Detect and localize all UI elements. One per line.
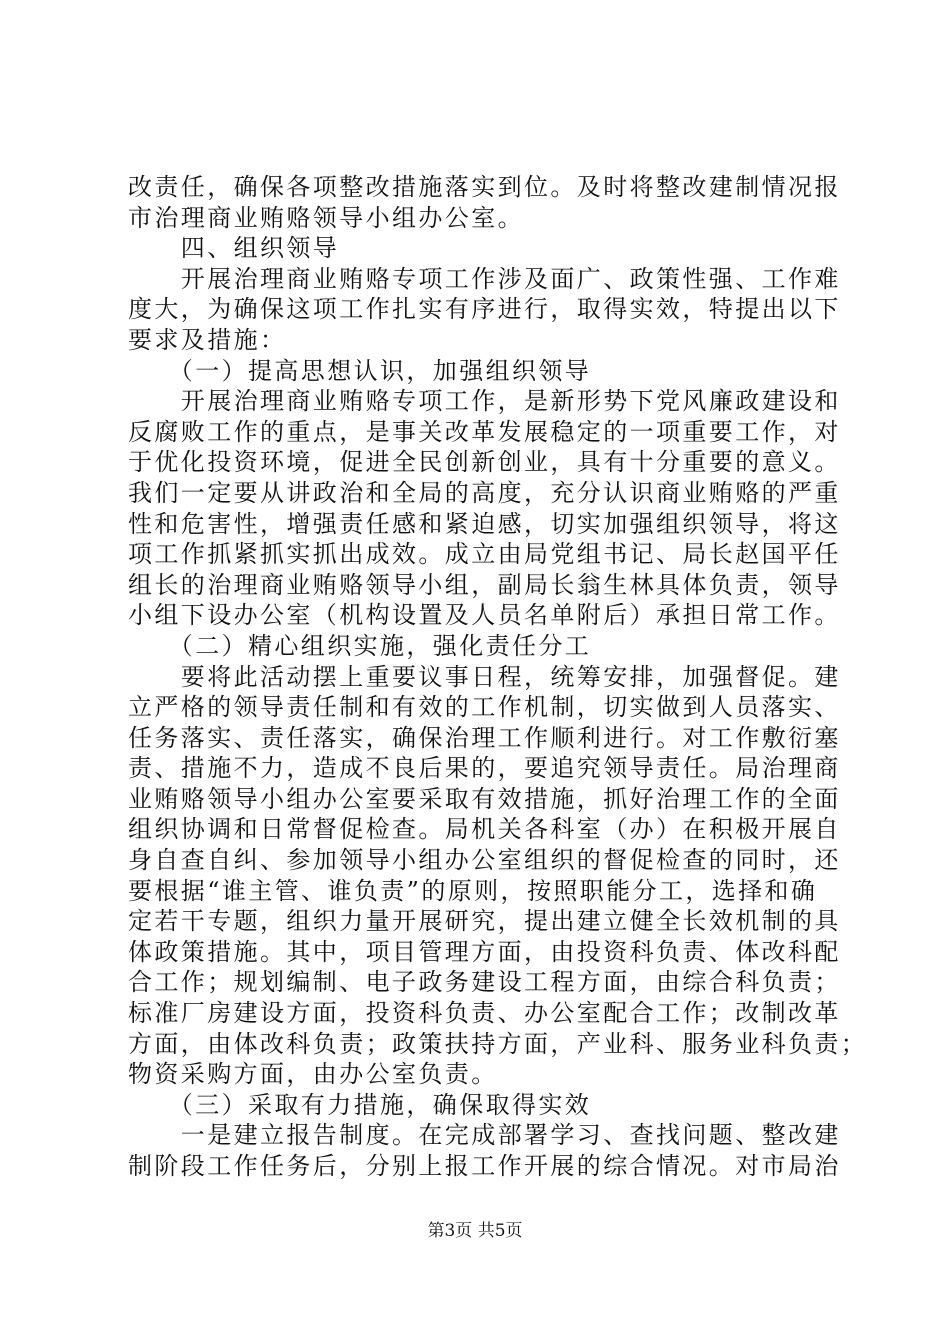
subsection-heading: （一）提高思想认识，加强组织领导 [128, 356, 592, 385]
text-line: 性和危害性，增强责任感和紧迫感，切实加强组织领导，将这 [128, 509, 841, 538]
text-line: 任务落实、责任落实，确保治理工作顺利进行。对工作敷衍塞 [128, 723, 841, 752]
text-line: 体政策措施。其中，项目管理方面，由投资科负责、体改科配 [128, 937, 841, 966]
text-line: 业贿赂领导小组办公室要采取有效措施，抓好治理工作的全面 [128, 784, 841, 813]
text-line: 小组下设办公室（机构设置及人员名单附后）承担日常工作。 [128, 601, 841, 630]
text-line: 要求及措施： [128, 325, 287, 354]
subsection-heading: （二）精心组织实施，强化责任分工 [128, 631, 592, 660]
text-line: 方面，由体改科负责；政策扶持方面，产业科、服务业科负责； [128, 1029, 868, 1058]
text-line: 责、措施不力，造成不良后果的，要追究领导责任。局治理商 [128, 754, 841, 783]
body-text [128, 172, 868, 1182]
section-heading: 四、组织领导 [128, 234, 340, 263]
text-line: 一是建立报告制度。在完成部署学习、查找问题、整改建 [128, 1121, 841, 1150]
text-line: 立严格的领导责任制和有效的工作机制，切实做到人员落实、 [128, 693, 841, 722]
text-line: 于优化投资环境，促进全民创新创业，具有十分重要的意义。 [128, 448, 841, 477]
text-line: 定若干专题，组织力量开展研究，提出建立健全长效机制的具 [128, 907, 841, 936]
text-line: 市治理商业贿赂领导小组办公室。 [128, 203, 524, 232]
text-line: 组长的治理商业贿赂领导小组，副局长翁生林具体负责，领导 [128, 570, 841, 599]
text-line: 改责任，确保各项整改措施落实到位。及时将整改建制情况报 [128, 173, 841, 201]
text-line: 要根据“谁主管、谁负责”的原则，按照职能分工，选择和确 [128, 876, 818, 905]
text-line: 制阶段工作任务后，分别上报工作开展的综合情况。对市局治 [128, 1152, 841, 1180]
text-line: 要将此活动摆上重要议事日程，统筹安排，加强督促。建 [128, 662, 841, 691]
text-line: 开展治理商业贿赂专项工作涉及面广、政策性强、工作难 [128, 264, 841, 293]
text-line: 反腐败工作的重点，是事关改革发展稳定的一项重要工作，对 [128, 417, 841, 446]
page-footer [0, 1216, 950, 1241]
text-line: 我们一定要从讲政治和全局的高度，充分认识商业贿赂的严重 [128, 478, 841, 507]
text-line: 开展治理商业贿赂专项工作，是新形势下党风廉政建设和 [128, 387, 841, 416]
text-line: 身自查自纠、参加领导小组办公室组织的督促检查的同时，还 [128, 846, 841, 875]
page-number: 第3页 共5页 [427, 1221, 523, 1241]
text-line: 项工作抓紧抓实抓出成效。成立由局党组书记、局长赵国平任 [128, 540, 841, 569]
text-line: 物资采购方面，由办公室负责。 [128, 1060, 498, 1089]
text-line: 度大，为确保这项工作扎实有序进行，取得实效，特提出以下 [128, 295, 841, 324]
text-line: 合工作；规划编制、电子政务建设工程方面，由综合科负责； [128, 968, 841, 997]
text-line: 标准厂房建设方面，投资科负责、办公室配合工作；改制改革 [128, 999, 841, 1028]
text-line: 组织协调和日常督促检查。局机关各科室（办）在积极开展自 [128, 815, 841, 844]
subsection-heading: （三）采取有力措施，确保取得实效 [128, 1090, 592, 1119]
